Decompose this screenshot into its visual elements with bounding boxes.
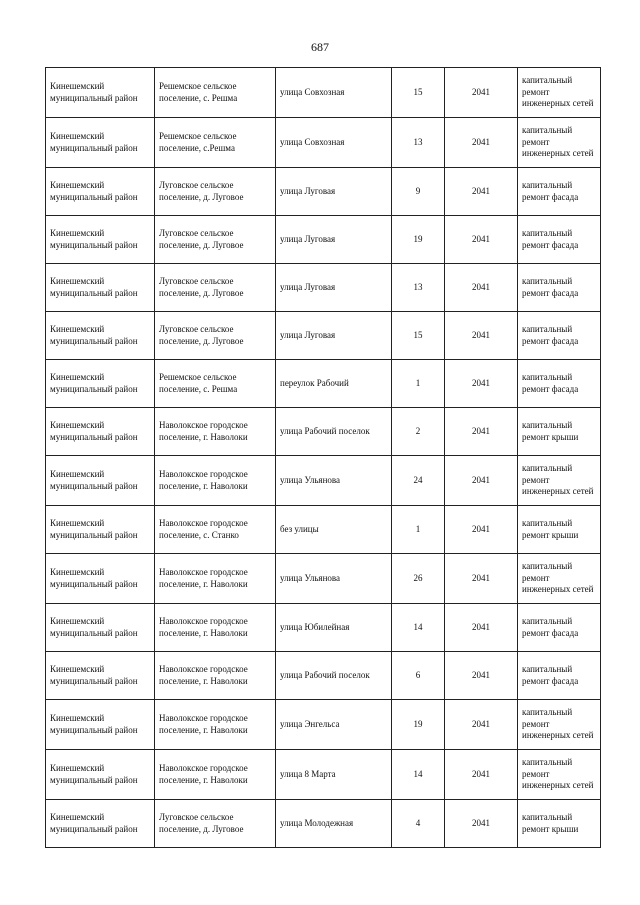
settlement-cell: Наволокское городское поселение, г. Наволоки: [155, 750, 276, 800]
settlement-cell: Наволокское городское поселение, г. Наволоки: [155, 652, 276, 700]
table-row: [46, 554, 601, 604]
year-cell: 2041: [445, 216, 518, 264]
work-type-cell: капитальный ремонт инженерных сетей: [518, 68, 601, 118]
settlement-cell: Луговское сельское поселение, д. Луговое: [155, 216, 276, 264]
table-row: [46, 506, 601, 554]
year-cell: 2041: [445, 506, 518, 554]
work-type-cell: капитальный ремонт инженерных сетей: [518, 118, 601, 168]
table-row: [46, 168, 601, 216]
table-row: [46, 700, 601, 750]
district-cell: Кинешемский муниципальный район: [46, 264, 155, 312]
repair-schedule-table: [45, 67, 601, 848]
work-type-cell: капитальный ремонт фасада: [518, 604, 601, 652]
year-cell: 2041: [445, 118, 518, 168]
street-cell: улица Рабочий поселок: [276, 408, 392, 456]
street-cell: улица Луговая: [276, 264, 392, 312]
house-number-cell: 1: [392, 360, 445, 408]
settlement-cell: Луговское сельское поселение, д. Луговое: [155, 800, 276, 848]
settlement-cell: Наволокское городское поселение, г. Наволоки: [155, 700, 276, 750]
table-row: [46, 604, 601, 652]
table-row: [46, 264, 601, 312]
house-number-cell: 19: [392, 216, 445, 264]
work-type-cell: капитальный ремонт фасада: [518, 652, 601, 700]
house-number-cell: 26: [392, 554, 445, 604]
work-type-cell: капитальный ремонт инженерных сетей: [518, 554, 601, 604]
settlement-cell: Наволокское городское поселение, г. Наволоки: [155, 554, 276, 604]
year-cell: 2041: [445, 408, 518, 456]
house-number-cell: 13: [392, 264, 445, 312]
table-row: [46, 652, 601, 700]
table-row: [46, 216, 601, 264]
settlement-cell: Решемское сельское поселение, с. Решма: [155, 68, 276, 118]
work-type-cell: капитальный ремонт инженерных сетей: [518, 700, 601, 750]
settlement-cell: Луговское сельское поселение, д. Луговое: [155, 264, 276, 312]
page-number: 687: [311, 40, 329, 54]
table-row: [46, 68, 601, 118]
year-cell: 2041: [445, 312, 518, 360]
district-cell: Кинешемский муниципальный район: [46, 68, 155, 118]
year-cell: 2041: [445, 652, 518, 700]
house-number-cell: 2: [392, 408, 445, 456]
street-cell: улица Ульянова: [276, 456, 392, 506]
settlement-cell: Луговское сельское поселение, д. Луговое: [155, 312, 276, 360]
table-row: [46, 800, 601, 848]
work-type-cell: капитальный ремонт крыши: [518, 800, 601, 848]
district-cell: Кинешемский муниципальный район: [46, 118, 155, 168]
house-number-cell: 15: [392, 68, 445, 118]
street-cell: улица 8 Марта: [276, 750, 392, 800]
year-cell: 2041: [445, 456, 518, 506]
district-cell: Кинешемский муниципальный район: [46, 506, 155, 554]
year-cell: 2041: [445, 800, 518, 848]
house-number-cell: 15: [392, 312, 445, 360]
house-number-cell: 6: [392, 652, 445, 700]
house-number-cell: 14: [392, 750, 445, 800]
district-cell: Кинешемский муниципальный район: [46, 652, 155, 700]
district-cell: Кинешемский муниципальный район: [46, 800, 155, 848]
table-row: [46, 456, 601, 506]
house-number-cell: 1: [392, 506, 445, 554]
year-cell: 2041: [445, 264, 518, 312]
table-body: [46, 68, 601, 848]
street-cell: улица Луговая: [276, 312, 392, 360]
year-cell: 2041: [445, 68, 518, 118]
street-cell: улица Ульянова: [276, 554, 392, 604]
house-number-cell: 4: [392, 800, 445, 848]
year-cell: 2041: [445, 360, 518, 408]
table-row: [46, 750, 601, 800]
settlement-cell: Наволокское городское поселение, г. Наволоки: [155, 456, 276, 506]
work-type-cell: капитальный ремонт фасада: [518, 360, 601, 408]
district-cell: Кинешемский муниципальный район: [46, 700, 155, 750]
table-row: [46, 408, 601, 456]
settlement-cell: Наволокское городское поселение, с. Станко: [155, 506, 276, 554]
district-cell: Кинешемский муниципальный район: [46, 604, 155, 652]
settlement-cell: Наволокское городское поселение, г. Наволоки: [155, 604, 276, 652]
year-cell: 2041: [445, 604, 518, 652]
table-row: [46, 118, 601, 168]
district-cell: Кинешемский муниципальный район: [46, 408, 155, 456]
year-cell: 2041: [445, 700, 518, 750]
settlement-cell: Наволокское городское поселение, г. Наволоки: [155, 408, 276, 456]
street-cell: улица Совхозная: [276, 68, 392, 118]
table-row: [46, 360, 601, 408]
street-cell: улица Совхозная: [276, 118, 392, 168]
house-number-cell: 9: [392, 168, 445, 216]
table-row: [46, 312, 601, 360]
street-cell: улица Рабочий поселок: [276, 652, 392, 700]
year-cell: 2041: [445, 750, 518, 800]
district-cell: Кинешемский муниципальный район: [46, 312, 155, 360]
street-cell: улица Юбилейная: [276, 604, 392, 652]
work-type-cell: капитальный ремонт фасада: [518, 168, 601, 216]
house-number-cell: 19: [392, 700, 445, 750]
street-cell: переулок Рабочий: [276, 360, 392, 408]
street-cell: улица Луговая: [276, 216, 392, 264]
year-cell: 2041: [445, 554, 518, 604]
street-cell: улица Энгельса: [276, 700, 392, 750]
work-type-cell: капитальный ремонт фасада: [518, 264, 601, 312]
year-cell: 2041: [445, 168, 518, 216]
district-cell: Кинешемский муниципальный район: [46, 750, 155, 800]
settlement-cell: Луговское сельское поселение, д. Луговое: [155, 168, 276, 216]
district-cell: Кинешемский муниципальный район: [46, 360, 155, 408]
house-number-cell: 24: [392, 456, 445, 506]
district-cell: Кинешемский муниципальный район: [46, 216, 155, 264]
settlement-cell: Решемское сельское поселение, с.Решма: [155, 118, 276, 168]
work-type-cell: капитальный ремонт инженерных сетей: [518, 456, 601, 506]
street-cell: без улицы: [276, 506, 392, 554]
house-number-cell: 14: [392, 604, 445, 652]
work-type-cell: капитальный ремонт фасада: [518, 312, 601, 360]
work-type-cell: капитальный ремонт фасада: [518, 216, 601, 264]
settlement-cell: Решемское сельское поселение, с. Решма: [155, 360, 276, 408]
district-cell: Кинешемский муниципальный район: [46, 554, 155, 604]
house-number-cell: 13: [392, 118, 445, 168]
district-cell: Кинешемский муниципальный район: [46, 456, 155, 506]
work-type-cell: капитальный ремонт крыши: [518, 506, 601, 554]
district-cell: Кинешемский муниципальный район: [46, 168, 155, 216]
work-type-cell: капитальный ремонт инженерных сетей: [518, 750, 601, 800]
street-cell: улица Молодежная: [276, 800, 392, 848]
work-type-cell: капитальный ремонт крыши: [518, 408, 601, 456]
street-cell: улица Луговая: [276, 168, 392, 216]
